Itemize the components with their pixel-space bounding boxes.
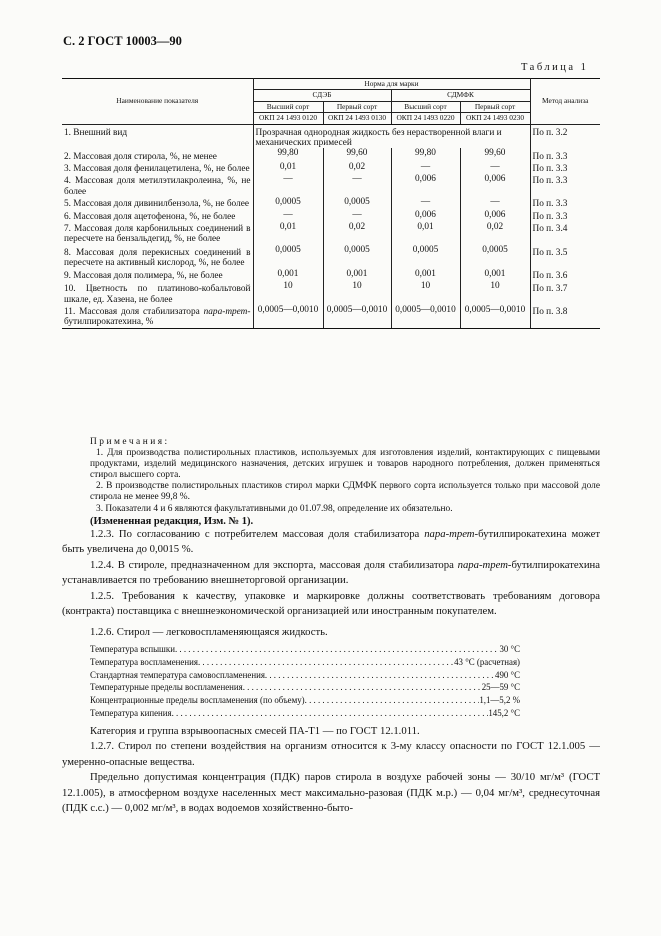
text-span: 1.2.3. По согласованию с потребителем массовая доля стабилизатора	[90, 528, 420, 540]
change-note: (Измененная редакция, Изм. № 1).	[90, 515, 254, 527]
value-cell: 0,0005	[323, 197, 391, 209]
value-cell: 0,006	[460, 210, 530, 222]
indicator-prefix: 11. Массовая доля стабилизатора	[64, 306, 200, 317]
table-row	[62, 269, 600, 281]
italic-term: пара-трет-	[424, 528, 479, 540]
table-row	[62, 174, 600, 197]
temperature-label: Температура кипения	[90, 707, 172, 718]
leader-dots	[265, 669, 495, 682]
text-span: 1.2.4. В стироле, предназначенном для экспорта, массовая доля стабилизатора	[90, 558, 454, 571]
value-cell: 0,006	[460, 174, 530, 197]
method-ref: По п. 3.6	[530, 269, 600, 281]
indicator-name	[62, 305, 253, 328]
temperature-value: 25—59 °С	[481, 682, 520, 693]
table-row	[62, 222, 600, 245]
value-cell: 99,80	[253, 148, 323, 162]
table-row	[62, 305, 600, 328]
temperature-value: 1,1—5,2 %	[479, 695, 520, 706]
value-cell: 0,01	[391, 222, 460, 245]
header-brand-sdmfk: СДМФК	[391, 90, 530, 101]
header-norm: Норма для марки	[253, 79, 530, 90]
temperature-row	[90, 681, 520, 694]
value-cell: 0,0005—0,0010	[391, 305, 460, 328]
value-cell: —	[253, 174, 323, 197]
table-row	[62, 197, 600, 209]
table-row	[62, 148, 600, 162]
temperature-value: 43 °С (расчетная)	[454, 656, 520, 667]
text-span: бутилпирокатехина устанавливается по требованию внешнеторговой организации.	[62, 558, 601, 587]
value-cell: 0,0005	[253, 197, 323, 209]
paragraph-1-2-3	[62, 527, 600, 558]
header-okp: ОКП 24 1493 0220	[391, 113, 460, 124]
paragraph-1-2-6: 1.2.6. Стирол — легковоспламеняющаяся жидкость.	[90, 626, 328, 639]
page-header: С. 2 ГОСТ 10003—90	[63, 34, 182, 48]
table-notes	[90, 437, 600, 527]
closing-text	[62, 724, 600, 816]
indicator-name: 7. Массовая доля карбонильных соединений в пересчете на бензальдегид, %, не более	[62, 222, 253, 245]
temperature-list	[90, 643, 520, 720]
header-okp: ОКП 24 1493 0230	[460, 113, 530, 124]
indicator-name: 9. Массовая доля полимера, %, не более	[62, 269, 253, 281]
temperature-row	[90, 707, 520, 720]
value-cell: 0,0005—0,0010	[460, 305, 530, 328]
header-grade: Высший сорт	[391, 101, 460, 112]
value-cell: 0,0005—0,0010	[253, 305, 323, 328]
body-text	[62, 527, 600, 641]
norm-table	[62, 78, 600, 329]
value-cell: 99,60	[460, 148, 530, 162]
value-cell: —	[460, 197, 530, 209]
method-ref: По п. 3.3	[530, 162, 600, 174]
value-cell: 0,006	[391, 210, 460, 222]
value-cell: 0,01	[253, 222, 323, 245]
value-cell: 10	[391, 281, 460, 305]
value-cell: 0,02	[323, 162, 391, 174]
value-cell: 0,001	[391, 269, 460, 281]
value-cell: 0,02	[323, 222, 391, 245]
indicator-name: 4. Массовая доля метилэтилакролеина, %, не более	[62, 174, 253, 197]
header-grade: Высший сорт	[253, 101, 323, 112]
method-ref: По п. 3.3	[530, 197, 600, 209]
value-cell: 0,006	[391, 174, 460, 197]
method-ref: По п. 3.3	[530, 174, 600, 197]
indicator-name: 10. Цветность по платиново-кобальтовой шкале, ед. Хазена, не более	[62, 281, 253, 305]
temperature-row	[90, 669, 520, 682]
paragraph-1-2-5: 1.2.5. Требования к качеству, упаковке и маркировке должны соответствовать требованиям договора (контракта) поставщика с внешнеэкономической организацией или иностранным покупателем.	[62, 589, 600, 618]
value-cell: 99,60	[323, 148, 391, 162]
header-okp: ОКП 24 1493 0130	[323, 113, 391, 124]
temperature-row	[90, 656, 520, 669]
value-cell: 10	[323, 281, 391, 305]
temperature-label: Температурные пределы воспламенения	[90, 682, 243, 693]
temperature-row	[90, 643, 520, 656]
leader-dots	[175, 643, 499, 656]
indicator-suffix: бутилпирокатехина, %	[64, 317, 154, 328]
temperature-value: 30 °С	[499, 644, 520, 654]
value-cell: 0,001	[460, 269, 530, 281]
note-2: 2. В производстве полистирольных пластиков стирол марки СДМФК первого сорта используется только при массовой доле стирола не менее 99,8 %.	[90, 481, 600, 503]
indicator-italic: пара-трет-	[203, 306, 251, 317]
appearance-value: Прозрачная однородная жидкость без нерастворенной влаги и механических примесей	[253, 124, 530, 148]
header-grade: Первый сорт	[460, 101, 530, 112]
value-cell: —	[460, 162, 530, 174]
value-cell: 99,80	[391, 148, 460, 162]
value-cell: 0,02	[460, 222, 530, 245]
leader-dots	[198, 656, 454, 669]
value-cell: 0,001	[323, 269, 391, 281]
table-row	[62, 162, 600, 174]
value-cell: 0,0005	[323, 245, 391, 269]
indicator-name: 1. Внешний вид	[62, 124, 253, 148]
header-okp: ОКП 24 1493 0120	[253, 113, 323, 124]
leader-dots	[305, 694, 480, 707]
value-cell: 0,01	[253, 162, 323, 174]
method-ref: По п. 3.2	[530, 124, 600, 148]
text-span: бутилпирокатехина может быть увеличена до 0,0015 %.	[62, 528, 600, 556]
table-row	[62, 124, 600, 148]
note-3: 3. Показатели 4 и 6 являются факультативными до 01.07.98, определение их обязательно.	[96, 503, 453, 514]
value-cell: 0,0005—0,0010	[323, 305, 391, 328]
value-cell: —	[391, 197, 460, 209]
method-ref: По п. 3.3	[530, 148, 600, 162]
temperature-label: Концентрационные пределы воспламенения (по объему)	[90, 695, 305, 706]
value-cell: —	[323, 210, 391, 222]
paragraph-1-2-7: 1.2.7. Стирол по степени воздействия на организм относится к 3-му классу опасности по ГОСТ 12.1.005 — умеренно-опасные вещества.	[62, 740, 600, 768]
value-cell: 0,0005	[460, 245, 530, 269]
value-cell: 10	[460, 281, 530, 305]
value-cell: 0,001	[253, 269, 323, 281]
value-cell: 10	[253, 281, 323, 305]
value-cell: —	[391, 162, 460, 174]
indicator-name: 6. Массовая доля ацетофенона, %, не более	[62, 210, 253, 222]
temperature-label: Температура воспламенения	[90, 656, 198, 667]
method-ref: По п. 3.8	[530, 305, 600, 328]
paragraph-1-2-4	[62, 558, 600, 589]
category-paragraph: Категория и группа взрывоопасных смесей ПА-Т1 — по ГОСТ 12.1.011.	[90, 725, 420, 737]
value-cell: 0,0005	[253, 245, 323, 269]
method-ref: По п. 3.7	[530, 281, 600, 305]
notes-title: Примечания:	[90, 437, 170, 447]
temperature-value: 490 °С	[495, 669, 520, 680]
temperature-row	[90, 694, 520, 707]
header-indicator: Наименование показателя	[62, 79, 253, 125]
leader-dots	[243, 681, 482, 694]
table-row	[62, 210, 600, 222]
value-cell: —	[253, 210, 323, 222]
indicator-name: 8. Массовая доля перекисных соединений в пересчете на активный кислород, %, не более	[62, 245, 253, 269]
indicator-name: 2. Массовая доля стирола, %, не менее	[62, 148, 253, 162]
leader-dots	[172, 707, 489, 720]
method-ref: По п. 3.4	[530, 222, 600, 245]
method-ref: По п. 3.3	[530, 210, 600, 222]
italic-term: пара-трет-	[457, 558, 512, 571]
note-1: 1. Для производства полистирольных пластиков, используемых для изготовления изделий, контактирующих с пищевыми продуктами, изделий медицинского назначения, детских игрушек и товаров народного потребления, должен применяться стирол высшего сорта.	[90, 448, 600, 481]
header-brand-sdeb: СДЭБ	[253, 90, 391, 101]
header-grade: Первый сорт	[323, 101, 391, 112]
temperature-value: 145,2 °С	[488, 707, 520, 718]
temperature-label: Стандартная температура самовоспламенения	[90, 669, 265, 680]
method-ref: По п. 3.5	[530, 245, 600, 269]
table-label: Таблица 1	[521, 62, 589, 73]
indicator-name: 5. Массовая доля дивинилбензола, %, не более	[62, 197, 253, 209]
pdk-paragraph: Предельно допустимая концентрация (ПДК) паров стирола в воздухе рабочей зоны — 30/10 мг/м³ (ГОСТ 12.1.005), в атмосферном воздухе населенных мест максимально-разовая (ПДК м.р.) — 0,04 мг/м³, среднесуточная (ПДК с.с.) — 0,002 мг/м³, в водах водоемов хозяйственно-быто-	[62, 771, 600, 815]
value-cell: 0,0005	[391, 245, 460, 269]
temperature-label: Температура вспышки	[90, 644, 175, 654]
value-cell: —	[323, 174, 391, 197]
table-row	[62, 281, 600, 305]
indicator-name: 3. Массовая доля фенилацетилена, %, не более	[62, 162, 253, 174]
table-row	[62, 245, 600, 269]
header-method: Метод анализа	[530, 79, 600, 125]
